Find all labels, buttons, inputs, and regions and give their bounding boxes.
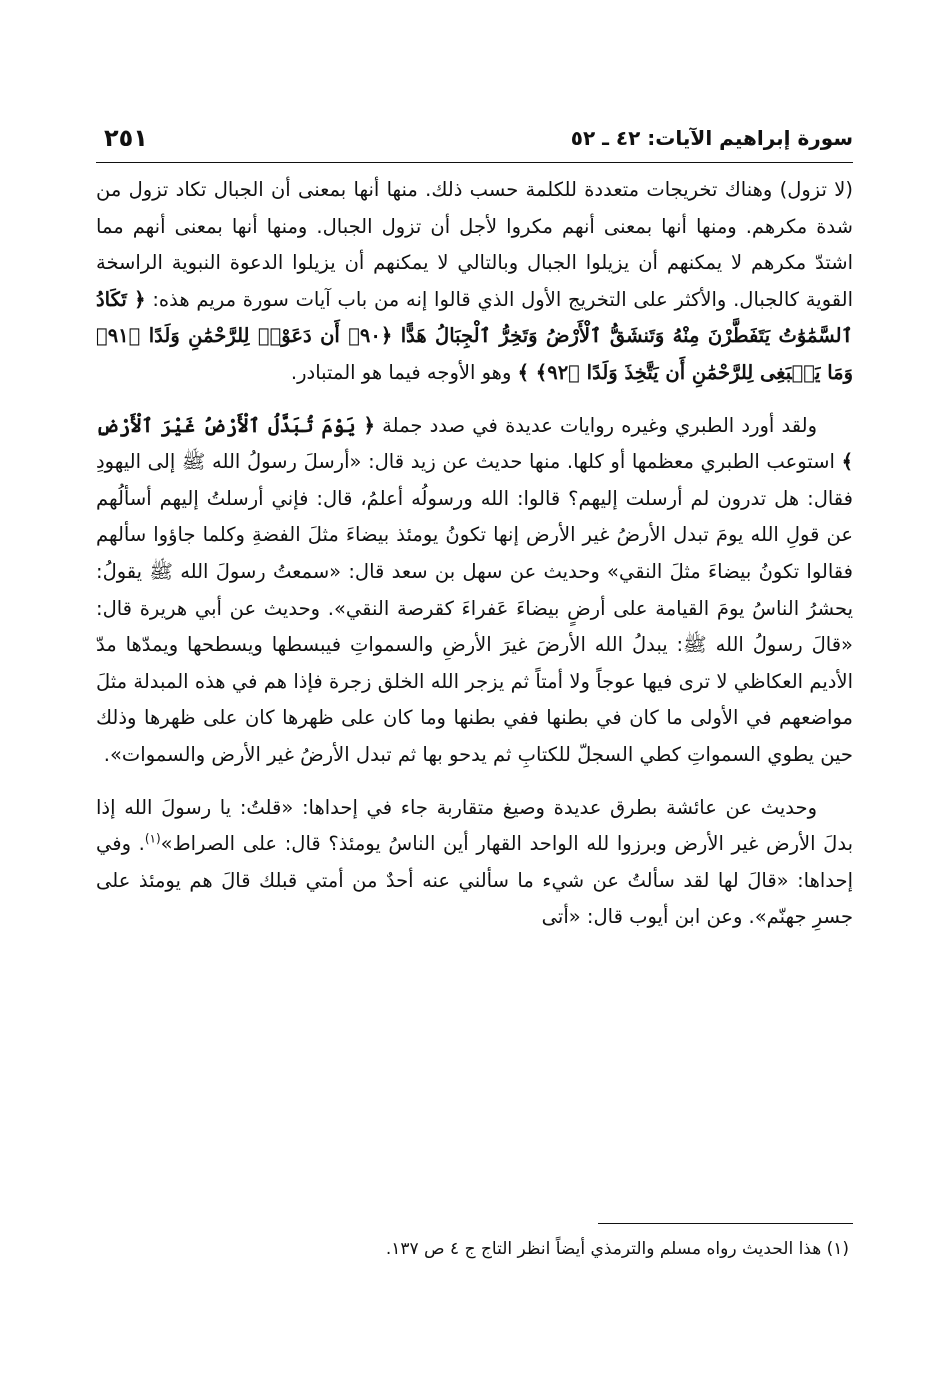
page-number: ٢٥١ [104, 124, 148, 152]
header-rule [96, 162, 853, 163]
paragraph-text: (لا تزول) وهناك تخريجات متعددة للكلمة حسب ذلك. منها أنها بمعنى أن الجبال تكاد تزول من شدة مكرهم. ومنها أنها بمعنى أنهم مكروا لأجل أن تزول الجبال. ومنها أنها بمعنى أنهم مما اشتدّ مكرهم لا يمكنهم أن يزيلوا الجبال وبالتالي لا يمكنهم أن يزيلوا الدعوة النبوية الراسخة القوية كالجبال. والأكثر على التخريج الأول الذي قالوا إنه من باب آيات سورة مريم هذه: [96, 178, 853, 311]
footnote: (١) هذا الحديث رواه مسلم والترمذي أيضاً انظر التاج ج ٤ ص ١٣٧. [385, 1239, 849, 1259]
paragraph-2 [96, 408, 853, 774]
footnote-rule [598, 1223, 853, 1224]
page-header [96, 122, 853, 162]
paragraph-3 [96, 790, 853, 936]
paragraph-text: استوعب الطبري معظمها أو كلها. منها حديث عن زيد قال: «أرسلَ رسولُ الله ﷺ إلى اليهودِ فقال: هل تدرون لم أرسلت إليهم؟ قالوا: الله ورسولُه أعلمُ، قال: فإني أرسلتُ إليهم أسألُهم عن قولِ الله يومَ تبدل الأرضُ غير الأرض إنها تكونُ يومئذ بيضاءَ مثلَ الفضةِ وكلما جاؤوا سألهم فقالوا تكونُ بيضاءَ مثلَ النقي» وحديث عن سهل بن سعد قال: «سمعتُ رسولَ الله ﷺ يقولُ: يحشرُ الناسُ يومَ القيامة على أرضٍ بيضاءَ عَفراءَ كقرصة النقي». وحديث عن أبي هريرة قال: «قالَ رسولُ الله ﷺ: يبدلُ الله الأرضَ غيرَ الأرضِ والسمواتِ فيبسطها ويسطحها ويمدّها مدّ الأديم العكاظي لا ترى فيها عوجاً ولا أمتاً ثم يزجر الله الخلق زجرة فإذا هم في هذه المبدلة مثلَ مواضعهم في الأولى ما كان في بطنها ففي بطنها وما كان على ظهرها كان على ظهرها وذلك حين يطوي السمواتِ كطي السجلّ للكتابِ ثم يدحو بها ثم تبدل الأرضُ غير الأرض والسموات». [96, 450, 853, 766]
quran-verse: ﴿ تَكَادُ ٱلسَّمَٰوَٰتُ يَتَفَطَّرْنَ مِنْهُ وَتَنشَقُّ ٱلْأَرْضُ وَتَخِرُّ ٱلْجِبَالُ هَدًّا ﴿٩٠﴾ أَن دَعَوْا۟ لِلرَّحْمَٰنِ وَلَدًا ﴿٩١﴾ وَمَا يَنۢبَغِى لِلرَّحْمَٰنِ أَن يَتَّخِذَ وَلَدًا ﴿٩٢﴾ ﴾ [96, 287, 853, 384]
quran-verse: ﴿ يَوْمَ تُبَدَّلُ ٱلْأَرْضُ غَيْرَ ٱلْأَرْضِ ﴾ [96, 413, 853, 474]
paragraph-text: ولقد أورد الطبري وغيره روايات عديدة في صدد جملة [374, 413, 817, 437]
paragraph-text: . وفي إحداها: «قالَ لها لقد سألتُ عن شيء ما سألني عنه أحدٌ من أمتي قبلك قالَ هم يومئذ على جسرِ جهنّم». وعن ابن أيوب قال: «أتى [96, 832, 853, 929]
footnote-reference[interactable]: (١) [144, 831, 161, 846]
paragraph-text: وحديث عن عائشة بطرق عديدة وصيغ متقاربة جاء في إحداها: «قلتُ: يا رسولَ الله إذا بدلَ الأرض غير الأرض وبرزوا لله الواحد القهار أين الناسُ يومئذ؟ قال: على الصراط» [96, 795, 853, 856]
running-title: سورة إبراهيم الآيات: ٤٢ ـ ٥٢ [570, 126, 853, 150]
body-text [96, 172, 853, 936]
paragraph-1 [96, 172, 853, 392]
paragraph-text: وهو الأوجه فيما هو المتبادر. [290, 360, 518, 384]
